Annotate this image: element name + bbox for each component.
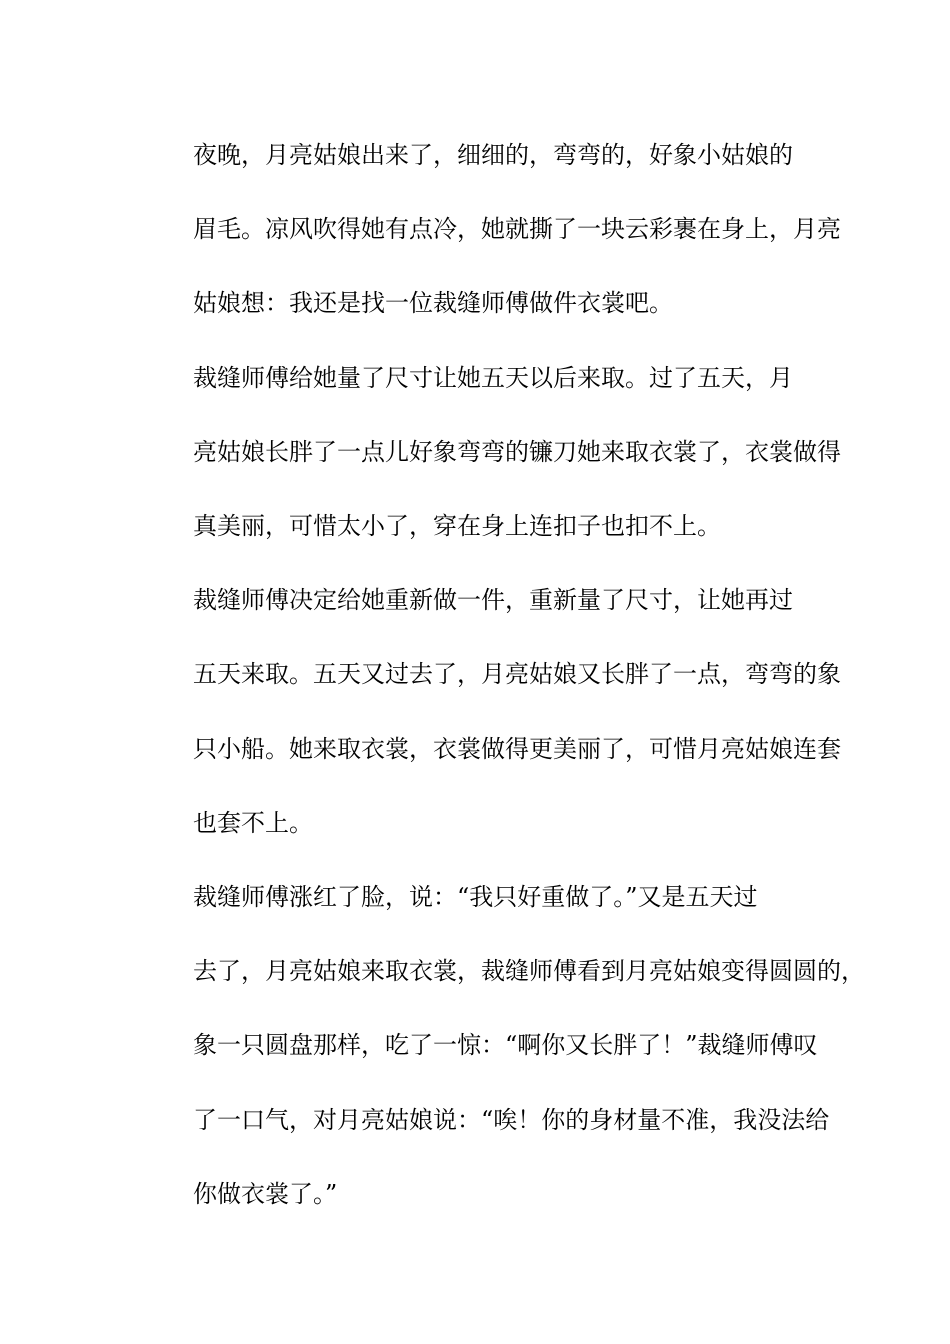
- text-line: 也套不上。: [193, 808, 313, 837]
- paragraph-3: [145, 563, 841, 860]
- text-line: 象一只圆盘那样，吃了一惊：“啊你又长胖了！”裁缝师傅叹: [193, 1031, 818, 1060]
- text-line: 眉毛。凉风吹得她有点冷，她就撕了一块云彩裹在身上，月亮: [193, 215, 841, 244]
- text-line: 真美丽，可惜太小了，穿在身上连扣子也扣不上。: [193, 512, 721, 541]
- text-line: 了一口气，对月亮姑娘说：“唉！你的身材量不准，我没法给: [193, 1105, 830, 1134]
- text-line: 去了，月亮姑娘来取衣裳，裁缝师傅看到月亮姑娘变得圆圆的，: [193, 957, 865, 986]
- story-text: [145, 118, 865, 1231]
- text-line: 裁缝师傅决定给她重新做一件，重新量了尺寸，让她再过: [193, 586, 793, 615]
- text-line: 只小船。她来取衣裳，衣裳做得更美丽了，可惜月亮姑娘连套: [193, 734, 841, 763]
- paragraph-1: [145, 118, 841, 341]
- text-line: 亮姑娘长胖了一点儿好象弯弯的镰刀她来取衣裳了，衣裳做得: [193, 437, 841, 466]
- text-line: 姑娘想：我还是找一位裁缝师傅做件衣裳吧。: [193, 289, 673, 318]
- paragraph-4: [145, 860, 865, 1231]
- text-line: 裁缝师傅涨红了脸，说：“我只好重做了。”又是五天过: [193, 883, 758, 912]
- text-line: 夜晚，月亮姑娘出来了，细细的，弯弯的，好象小姑娘的: [193, 141, 793, 169]
- text-line: 你做衣裳了。”: [193, 1179, 338, 1208]
- paragraph-2: [145, 341, 841, 564]
- text-line: 裁缝师傅给她量了尺寸让她五天以后来取。过了五天，月: [193, 363, 793, 392]
- text-line: 五天来取。五天又过去了，月亮姑娘又长胖了一点，弯弯的象: [193, 660, 841, 689]
